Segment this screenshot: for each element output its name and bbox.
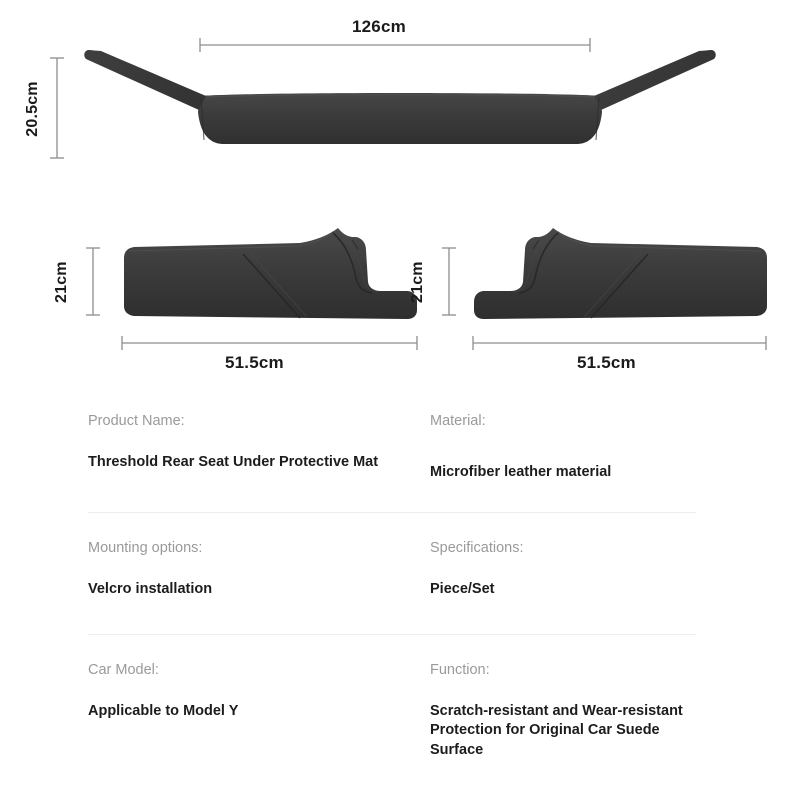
dimension-label-right-width: 51.5cm bbox=[577, 353, 636, 372]
dimension-line-21cm-left bbox=[86, 248, 100, 315]
spec-label: Car Model: bbox=[88, 661, 159, 678]
spec-label: Function: bbox=[430, 661, 490, 678]
product-dimension-diagram bbox=[0, 0, 800, 390]
spec-value: Scratch-resistant and Wear-resistant Protection for Original Car Suede Surface bbox=[430, 702, 683, 758]
spec-cell-car-model bbox=[88, 635, 430, 771]
specification-table bbox=[88, 400, 696, 770]
spec-label: Mounting options: bbox=[88, 540, 203, 557]
dimension-line-126cm bbox=[200, 38, 590, 52]
spec-value: Velcro installation bbox=[88, 581, 213, 598]
dimension-label-right-height: 21cm bbox=[409, 261, 426, 303]
dimension-label-top-height: 20.5cm bbox=[24, 81, 41, 137]
dimension-label-top-width: 126cm bbox=[352, 17, 406, 36]
dimension-line-51-5cm-left bbox=[122, 336, 417, 350]
left-sill-mat-illustration bbox=[124, 228, 417, 319]
spec-value: Piece/Set bbox=[430, 581, 495, 598]
spec-cell-material bbox=[430, 400, 696, 512]
spec-cell-product-name bbox=[88, 400, 430, 512]
spec-value: Applicable to Model Y bbox=[88, 702, 239, 719]
table-row bbox=[88, 512, 696, 633]
spec-cell-specifications bbox=[430, 513, 696, 633]
dimension-line-51-5cm-right bbox=[473, 336, 766, 350]
spec-value: Microfiber leather material bbox=[430, 463, 612, 480]
dimension-line-20-5cm bbox=[50, 58, 64, 158]
spec-label: Specifications: bbox=[430, 540, 524, 557]
top-mat-illustration bbox=[84, 50, 715, 144]
spec-label: Product Name: bbox=[88, 413, 185, 429]
table-row bbox=[88, 634, 696, 771]
right-sill-mat-illustration bbox=[474, 228, 767, 319]
dimension-label-left-width: 51.5cm bbox=[225, 353, 284, 372]
dimension-line-21cm-right bbox=[442, 248, 456, 315]
table-row bbox=[88, 400, 696, 512]
spec-label: Material: bbox=[430, 413, 486, 429]
spec-value: Threshold Rear Seat Under Protective Mat bbox=[88, 453, 379, 470]
spec-cell-function bbox=[430, 635, 696, 771]
spec-cell-mounting-options bbox=[88, 513, 430, 633]
dimension-label-left-height: 21cm bbox=[53, 261, 70, 303]
